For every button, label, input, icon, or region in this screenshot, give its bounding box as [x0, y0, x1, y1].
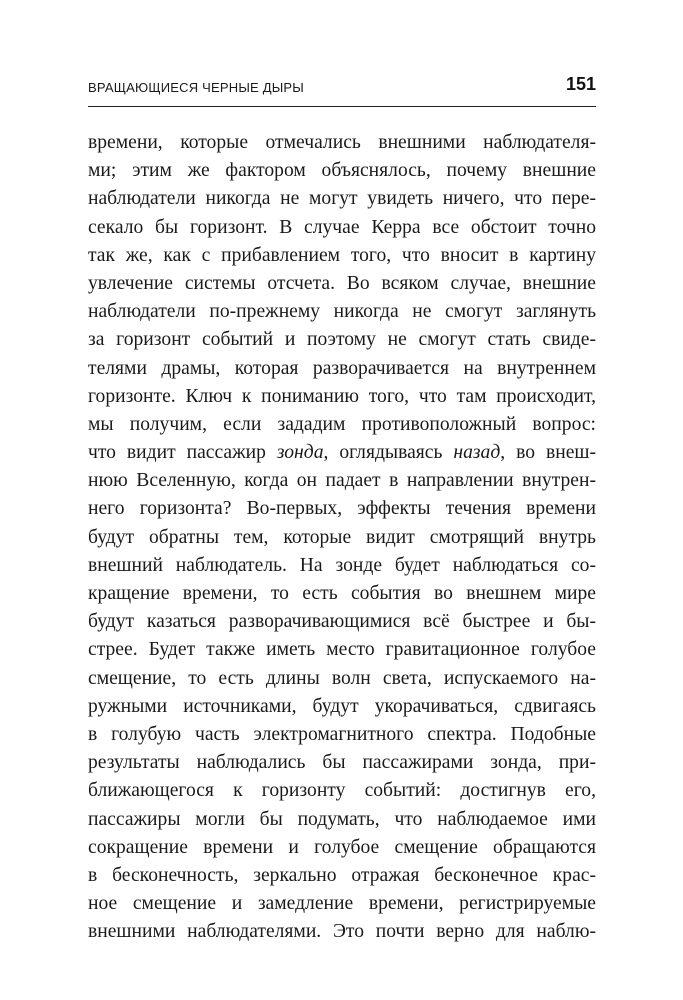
text-line [88, 439, 596, 467]
text-run: , оглядываясь [323, 442, 454, 464]
text-run: смещение, то есть длины волн света, испускаемого на- [88, 667, 596, 689]
text-line [88, 608, 596, 636]
text-run: за горизонт событий и поэтому не смогут стать свиде- [88, 329, 596, 351]
text-run: в голубую часть электромагнитного спектра. Подобные [88, 723, 596, 745]
text-run: увлечение системы отсчета. Во всяком случае, внешние [88, 272, 596, 294]
text-run: ное смещение и замедление времени, регистрируемые [88, 893, 596, 915]
text-line [88, 552, 596, 580]
text-line [88, 214, 596, 242]
text-line [88, 665, 596, 693]
text-run: внешний наблюдатель. На зонде будет наблюдаться со- [88, 554, 596, 576]
text-run: что видит пассажир [88, 442, 277, 464]
italic-text: зонда [276, 442, 324, 464]
text-run: стрее. Будет также иметь место гравитационное голубое [88, 639, 596, 661]
text-run: ружными источниками, будут укорачиваться, сдвигаясь [88, 695, 596, 717]
body-text [88, 129, 596, 946]
text-line [88, 524, 596, 552]
text-run: так же, как с прибавлением того, что вносит в картину [88, 244, 596, 266]
text-line [88, 157, 596, 185]
text-line [88, 580, 596, 608]
text-line [88, 777, 596, 805]
running-header [88, 66, 596, 107]
text-run: в бесконечность, зеркально отражая бесконечное крас- [88, 864, 596, 886]
text-line [88, 495, 596, 523]
text-line [88, 185, 596, 213]
text-run: телями драмы, которая разворачивается на внутреннем [88, 357, 596, 379]
text-line [88, 806, 596, 834]
text-run: наблюдатели никогда не могут увидеть ничего, что пере- [88, 188, 596, 210]
text-line [88, 270, 596, 298]
text-run: будут казаться разворачивающимися всё быстрее и бы- [88, 611, 596, 633]
text-run: него горизонта? Во-первых, эффекты течения времени [88, 498, 596, 520]
text-line [88, 326, 596, 354]
text-run: будут обратны тем, которые видит смотрящий внутрь [88, 526, 596, 548]
running-title: ВРАЩАЮЩИЕСЯ ЧЕРНЫЕ ДЫРЫ [88, 80, 305, 95]
text-line [88, 749, 596, 777]
text-line [88, 383, 596, 411]
text-run: кращение времени, то есть события во внешнем мире [88, 583, 596, 604]
text-line [88, 242, 596, 270]
text-run: секало бы горизонт. В случае Керра все обстоит точно [88, 216, 596, 238]
text-run: нюю Вселенную, когда он падает в направлении внутрен- [88, 470, 596, 492]
text-run: ближающегося к горизонту событий: достигнув его, [88, 780, 596, 802]
italic-text: назад [453, 442, 501, 464]
text-line [88, 355, 596, 383]
text-run: наблюдатели по-прежнему никогда не смогут заглянуть [88, 301, 596, 323]
text-line [88, 129, 596, 157]
text-run: сокращение времени и голубое смещение обращаются [88, 836, 596, 858]
text-run: мы получим, если зададим противоположный вопрос: [88, 413, 596, 435]
text-line [88, 918, 596, 946]
text-line [88, 862, 596, 890]
text-run: пассажиры могли бы подумать, что наблюдаемое ими [88, 808, 596, 830]
text-run: , во внеш- [500, 442, 596, 464]
text-line [88, 467, 596, 495]
text-run: внешними наблюдателями. Это почти верно для наблю- [88, 921, 596, 943]
text-line [88, 721, 596, 749]
text-line [88, 834, 596, 862]
text-line [88, 298, 596, 326]
text-line [88, 890, 596, 918]
text-line [88, 411, 596, 439]
text-run: ми; этим же фактором объяснялось, почему внешние [88, 160, 596, 182]
text-line [88, 693, 596, 721]
text-line [88, 636, 596, 664]
text-run: горизонте. Ключ к пониманию того, что там происходит, [88, 385, 596, 407]
page-number: 151 [565, 74, 596, 94]
text-run: результаты наблюдались бы пассажирами зонда, при- [88, 752, 596, 774]
text-run: времени, которые отмечались внешними наблюдателя- [88, 132, 596, 153]
